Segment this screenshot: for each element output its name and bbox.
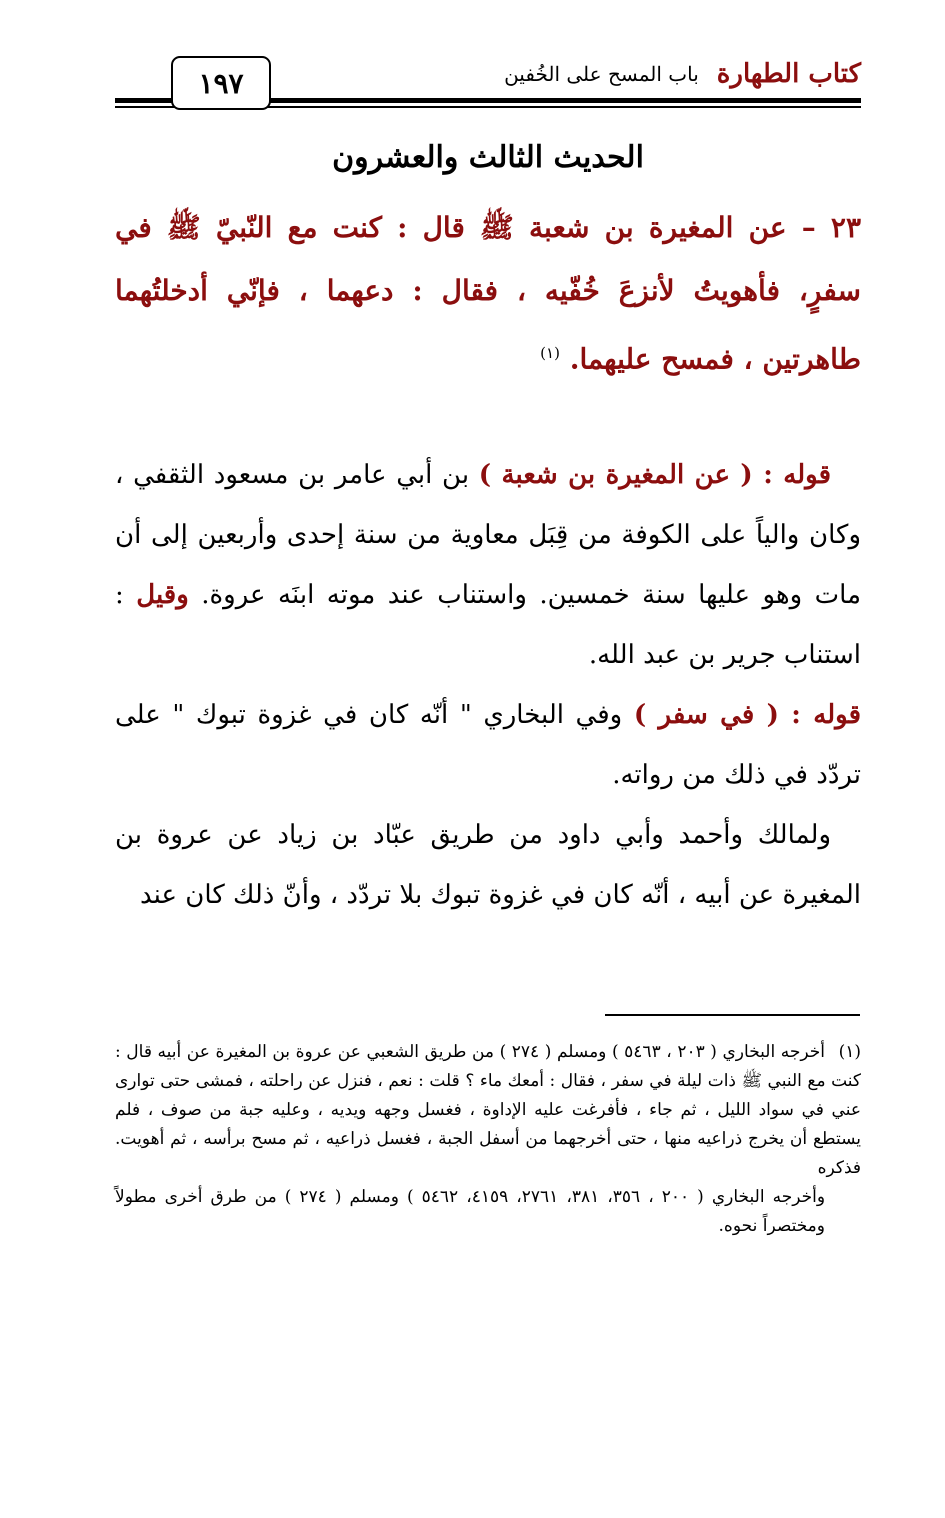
- commentary-text-1b: : استناب جرير بن عبد الله.: [115, 580, 861, 670]
- footnote-number: (١): [838, 1042, 862, 1062]
- commentary-label-1: قوله : ( عن المغيرة بن شعبة ): [478, 460, 832, 490]
- commentary-paragraph-2: [115, 685, 861, 805]
- page-number: ١٩٧: [171, 56, 271, 110]
- commentary-paragraph-1: [115, 445, 861, 685]
- section-heading: الحديث الثالث والعشرون: [332, 140, 644, 175]
- page-header: [115, 50, 861, 110]
- footnote-1-continued: وأخرجه البخاري ( ٢٠٠ ، ٣٥٦، ٣٨١، ٢٧٦١، ٤١٥٩، ٥٤٦٢ ) ومسلم ( ٢٧٤ ) من طرق أخرى مطولاً ومختصراً نحوه.: [115, 1187, 826, 1236]
- commentary-label-2: قوله : ( في سفر ): [633, 700, 861, 730]
- footnote-text-1: أخرجه البخاري ( ٢٠٣ ، ٥٤٦٣ ) ومسلم ( ٢٧٤ ) من طريق الشعبي عن عروة بن المغيرة عن أبيه قال : كنت مع النبي ﷺ ذات ليلة في سفر ، فقال : أمعك ماء ؟ قلت : نعم ، فنزل عن راحلته ، فمشى حتى توارى عني في سواد الليل ، ثم جاء ، فأفرغت عليه الإداوة ، فغسل وجهه ويديه ، وعليه جبة من صوف ، فلم يستطع أن يخرج ذراعيه منها ، حتى أخرجهما من أسفل الجبة ، فغسل ذراعيه ، ثم مسح برأسه ، ثم أهويت. فذكره: [115, 1042, 861, 1178]
- commentary-paragraph-3: ولمالك وأحمد وأبي داود من طريق عبّاد بن زياد عن عروة بن المغيرة عن أبيه ، أنّه كان في غزوة تبوك بلا تردّد ، وأنّ ذلك كان عند: [115, 820, 861, 910]
- hadith-text: [115, 196, 861, 390]
- footnotes: [115, 1038, 861, 1241]
- commentary-text-1: بن أبي عامر بن مسعود الثقفي ، وكان والياً على الكوفة من قِبَل معاوية من سنة إحدى وأربعين إلى أن مات وهو عليها سنة خمسين. واستناب عند موته ابنَه عروة.: [115, 460, 861, 610]
- chapter-title: باب المسح على الخُفين: [504, 62, 699, 86]
- commentary: [115, 445, 861, 925]
- footnote-ref: (١): [540, 344, 560, 362]
- running-head: [504, 56, 861, 92]
- commentary-label-qil: وقيل: [136, 580, 189, 610]
- commentary-text-2: وفي البخاري " أنّه كان في غزوة تبوك " على تردّد في ذلك من رواته.: [115, 700, 861, 790]
- footnote-1: [115, 1038, 861, 1183]
- footnote-divider: [605, 1014, 860, 1016]
- hadith-body: ٢٣ – عن المغيرة بن شعبة ﷺ قال : كنت مع النّبيّ ﷺ في سفرٍ، فأهويتُ لأنزعَ خُفّيه ، فقال : دعهما ، فإنّي أدخلتُهما طاهرتين ، فمسح عليهما.: [115, 211, 861, 376]
- book-title: كتاب الطهارة: [716, 59, 861, 89]
